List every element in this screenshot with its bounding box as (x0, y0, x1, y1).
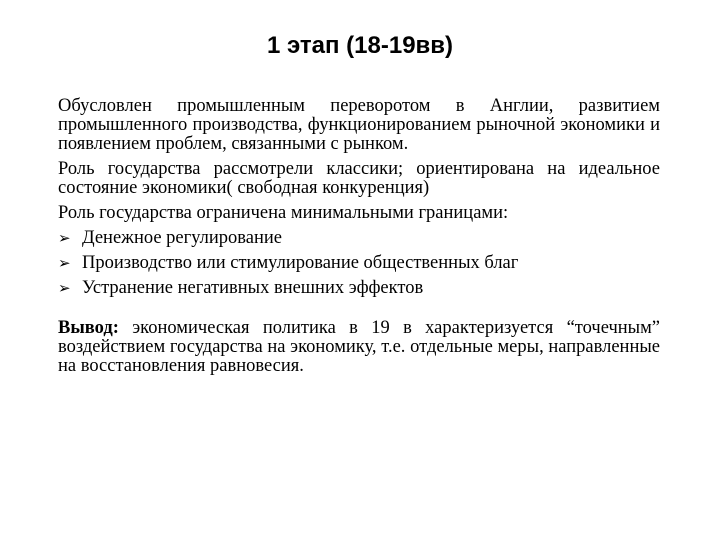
list-item (58, 279, 660, 298)
arrowhead-bullet-icon: ➢ (58, 229, 71, 247)
bullet-text: Устранение негативных внешних эффектов (82, 278, 424, 298)
paragraph-origin: Обусловлен промышленным переворотом в Англии, развитием промышленного производства, функционированием рыночной экономики и появлением проблем, связанными с рынком. (58, 96, 660, 154)
conclusion-paragraph (58, 319, 660, 376)
conclusion-text: экономическая политика в 19 в характеризуется “точечным” воздействием государства на экономику, т.е. отдельные меры, направленные на восстановления равновесия. (58, 318, 660, 376)
bullet-text: Производство или стимулирование общественных благ (82, 253, 519, 273)
arrowhead-bullet-icon: ➢ (58, 279, 71, 297)
paragraph-limits: Роль государства ограничена минимальными границами: (58, 203, 509, 223)
list-item (58, 229, 660, 248)
list-item (58, 254, 660, 273)
conclusion-label: Вывод: (58, 318, 119, 338)
slide-title: 1 этап (18-19вв) (266, 32, 454, 59)
bullet-list (58, 229, 660, 298)
arrowhead-bullet-icon: ➢ (58, 254, 71, 272)
paragraph-classics: Роль государства рассмотрели классики; ориентирована на идеальное состояние экономики( свободная конкуренция) (58, 159, 660, 198)
bullet-text: Денежное регулирование (82, 228, 282, 248)
slide-body (58, 97, 660, 382)
